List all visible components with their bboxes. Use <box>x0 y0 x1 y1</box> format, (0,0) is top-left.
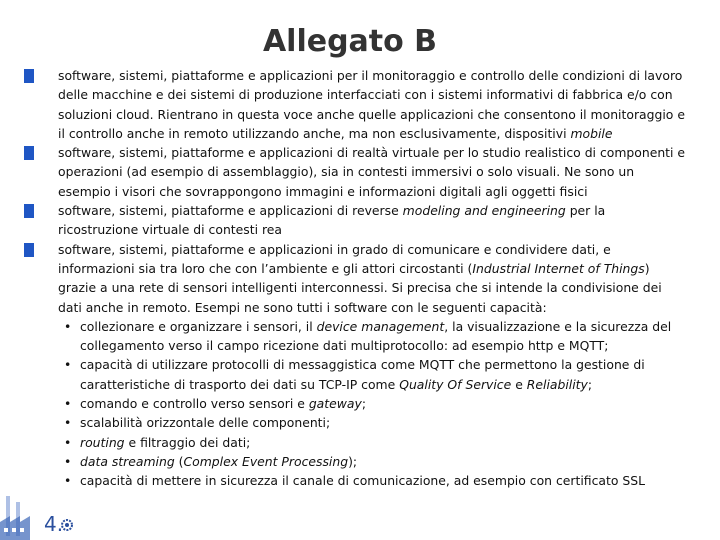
bullet-square-icon <box>24 204 34 218</box>
text-run: ; <box>361 396 366 412</box>
italic-text: mobile <box>570 125 613 141</box>
list-item <box>58 66 688 143</box>
paragraph <box>58 66 688 143</box>
text-run: scalabilità orizzontale delle componenti; <box>80 415 331 431</box>
text-run: ) grazie a una rete di sensori intelligenti interconnessi. Si precisa che si intende la condivisione dei dati anche in remoto. Esempi ne sono tutti i software con le seguenti capacità: <box>58 260 662 315</box>
italic-text: Complex Event Processing <box>183 453 349 469</box>
bullet-item <box>80 413 688 432</box>
bullet-list <box>58 317 688 491</box>
bullet-item <box>80 433 688 452</box>
bullet-item <box>80 317 688 356</box>
page-title: Allegato B <box>262 24 438 59</box>
italic-text: device management <box>316 318 445 334</box>
bullet-item <box>80 355 688 394</box>
text-run: software, sistemi, piattaforme e applicazioni di realtà virtuale per lo studio realistico di componenti e operazioni (ad esempio di assemblaggio), sia in contesti immersivi o solo visuali. Ne sono un esempio i visori che sovrappongono immagini e informazioni digitali agli oggetti fisici <box>58 145 686 199</box>
text-run: ); <box>348 453 358 469</box>
text-run: software, sistemi, piattaforme e applicazioni per il monitoraggio e controllo delle condizioni di lavoro delle macchine e dei sistemi di produzione interfacciati con i sistemi informativi di fabbrica e/o con soluzioni cloud. Rientrano in questa voce anche quelle applicazioni che consentono il monitoraggio e il controllo anche in remoto utilizzando anche, ma non esclusivamente, dispositivi <box>58 68 685 141</box>
text-run: comando e controllo verso sensori e <box>80 396 309 412</box>
italic-text: modeling and engineering <box>402 203 566 219</box>
italic-text: Quality Of Service <box>399 376 512 392</box>
list-item <box>58 201 688 240</box>
italic-text: Industrial Internet of Things <box>472 260 645 276</box>
bullet-square-icon <box>24 243 34 257</box>
gear-icon <box>60 518 74 532</box>
italic-text: Reliability <box>526 376 588 392</box>
text-run: ; <box>587 376 593 392</box>
text-run: , la visualizzazione e la sicurezza del collegamento verso il campo ricezione dati multiprotocollo: ad esempio http e MQTT; <box>80 318 672 354</box>
paragraph <box>58 143 688 201</box>
text-run: e filtraggio dei dati; <box>124 434 251 450</box>
italic-text: gateway <box>308 396 362 412</box>
text-run: e <box>511 376 527 392</box>
text-run: capacità di mettere in sicurezza il canale di comunicazione, ad esempio con certificato SSL <box>80 473 646 489</box>
bullet-item <box>80 471 688 490</box>
bullet-square-icon <box>24 69 34 83</box>
text-run: software, sistemi, piattaforme e applicazioni di reverse <box>58 203 403 219</box>
paragraph <box>58 201 688 240</box>
italic-text: routing <box>80 434 125 450</box>
footer-logo-text: 4. <box>44 512 64 536</box>
document-body <box>58 66 688 491</box>
text-run: ( <box>174 453 184 469</box>
italic-text: data streaming <box>80 453 175 469</box>
bullet-item <box>80 394 688 413</box>
text-run: capacità di utilizzare protocolli di messaggistica come MQTT che permettono la gestione di caratteristiche di trasporto dei dati su TCP-IP come <box>80 357 645 392</box>
bullet-item <box>80 452 688 471</box>
bullet-square-icon <box>24 146 34 160</box>
list-item <box>58 143 688 201</box>
list-item <box>58 240 688 491</box>
text-run: per la ricostruzione virtuale di contesti rea <box>58 203 606 238</box>
text-run: software, sistemi, piattaforme e applicazioni in grado di comunicare e condividere dati, e informazioni sia tra loro che con l’ambiente e gli attori circostanti ( <box>58 241 611 276</box>
text-run: collezionare e organizzare i sensori, il <box>80 318 317 334</box>
paragraph <box>58 240 688 317</box>
